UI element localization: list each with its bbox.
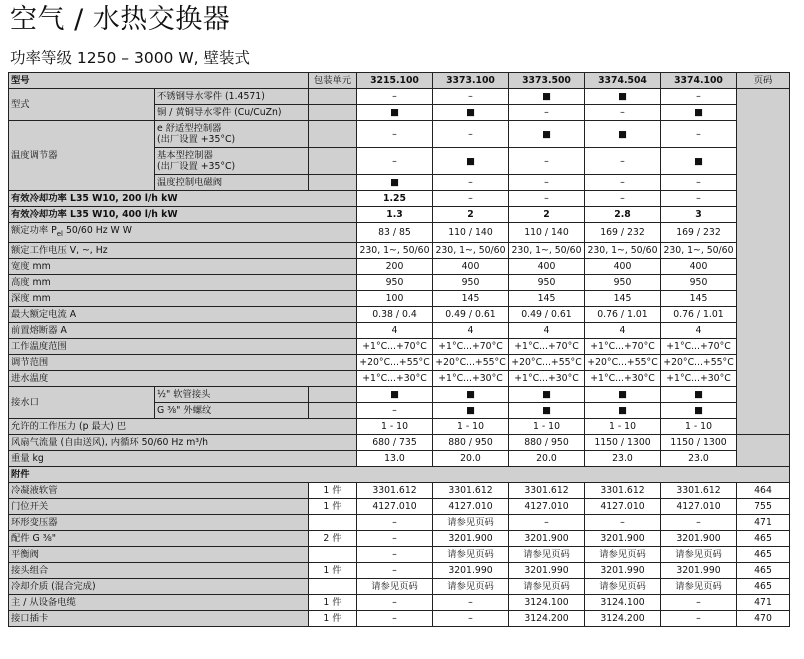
spec-cell: –: [433, 175, 509, 191]
spec-cell: ■: [661, 148, 737, 175]
spec-cell: 1 - 10: [585, 418, 661, 434]
accessory-name: 平衡阀: [9, 546, 309, 562]
spec-cell: +1°C...+70°C: [661, 338, 737, 354]
spec-cell: ■: [661, 402, 737, 418]
accessory-row: [9, 610, 790, 626]
spec-cell: –: [509, 191, 585, 207]
spec-cell: +1°C...+30°C: [357, 370, 433, 386]
accessory-cell: 3201.900: [433, 530, 509, 546]
spec-cell: 950: [433, 274, 509, 290]
spec-cell: 400: [433, 258, 509, 274]
header-model: 3374.100: [661, 73, 737, 89]
spec-cell: 23.0: [585, 450, 661, 466]
spec-cell: 0.76 / 1.01: [661, 306, 737, 322]
accessory-unit: 2 件: [309, 530, 357, 546]
accessory-name: 配件 G ⅜": [9, 530, 309, 546]
spec-row: [9, 242, 790, 258]
accessory-row: [9, 546, 790, 562]
spec-sublabel: ½" 软管接头: [155, 386, 309, 402]
accessory-page: 471: [737, 594, 790, 610]
accessory-cell: –: [357, 530, 433, 546]
spec-cell: 1150 / 1300: [661, 434, 737, 450]
accessory-cell: 4127.010: [661, 498, 737, 514]
spec-row: [9, 386, 790, 402]
spec-row: [9, 274, 790, 290]
spec-cell: 100: [357, 290, 433, 306]
spec-label: 有效冷却功率 L35 W10, 400 l/h kW: [9, 207, 357, 223]
spec-label: 调节范围: [9, 354, 357, 370]
spec-cell: –: [585, 175, 661, 191]
accessory-cell: 3124.200: [509, 610, 585, 626]
spec-label: 允许的工作压力 (p 最大) 巴: [9, 418, 357, 434]
spec-cell: 20.0: [509, 450, 585, 466]
accessory-name: 冷却介质 (混合完成): [9, 578, 309, 594]
spec-cell: 4: [433, 322, 509, 338]
spec-cell: 110 / 140: [433, 223, 509, 243]
spec-cell: 0.49 / 0.61: [509, 306, 585, 322]
accessory-cell: 3301.612: [509, 482, 585, 498]
spec-cell: –: [585, 191, 661, 207]
spec-cell: –: [509, 175, 585, 191]
spec-cell: +20°C...+55°C: [509, 354, 585, 370]
accessory-name: 接口插卡: [9, 610, 309, 626]
spec-cell: 230, 1~, 50/60: [433, 242, 509, 258]
header-unit: 包装单元: [309, 73, 357, 89]
spec-cell: 4: [509, 322, 585, 338]
accessory-cell: 3301.612: [661, 482, 737, 498]
spec-cell: 0.49 / 0.61: [433, 306, 509, 322]
accessory-cell: –: [661, 610, 737, 626]
accessory-row: [9, 514, 790, 530]
spec-cell: 950: [661, 274, 737, 290]
accessory-unit: 1 件: [309, 482, 357, 498]
spec-cell: ■: [357, 386, 433, 402]
accessory-cell: –: [661, 514, 737, 530]
accessory-cell: –: [509, 514, 585, 530]
spec-cell: ■: [661, 105, 737, 121]
spec-cell: +1°C...+30°C: [661, 370, 737, 386]
spec-cell: ■: [509, 386, 585, 402]
spec-label: 重量 kg: [9, 450, 357, 466]
spec-label: 额定工作电压 V, ~, Hz: [9, 242, 357, 258]
accessory-cell: 3201.990: [509, 562, 585, 578]
accessory-page: 465: [737, 546, 790, 562]
spec-row: [9, 338, 790, 354]
spec-sublabel: 温度控制电磁阀: [155, 175, 309, 191]
spec-label: 工作温度范围: [9, 338, 357, 354]
spec-label: 前置熔断器 A: [9, 322, 357, 338]
accessory-cell: –: [357, 610, 433, 626]
spec-cell: ■: [509, 402, 585, 418]
accessory-row: [9, 578, 790, 594]
spec-cell: 880 / 950: [509, 434, 585, 450]
accessory-page: 465: [737, 562, 790, 578]
accessory-unit: 1 件: [309, 610, 357, 626]
accessory-row: [9, 594, 790, 610]
spec-cell: +1°C...+70°C: [357, 338, 433, 354]
spec-cell: 1 - 10: [433, 418, 509, 434]
spec-row: [9, 450, 790, 466]
page-subtitle: 功率等级 1250 – 3000 W, 壁装式: [10, 49, 251, 67]
spec-cell: 230, 1~, 50/60: [585, 242, 661, 258]
spec-cell: 1.3: [357, 207, 433, 223]
accessory-cell: –: [357, 594, 433, 610]
spec-cell: ■: [509, 121, 585, 148]
accessory-row: [9, 498, 790, 514]
spec-cell: –: [357, 89, 433, 105]
accessory-cell: 4127.010: [433, 498, 509, 514]
accessory-cell: 3201.990: [585, 562, 661, 578]
spec-cell: +1°C...+70°C: [585, 338, 661, 354]
spec-cell: 400: [509, 258, 585, 274]
spec-row: [9, 121, 790, 148]
spec-cell: ■: [585, 402, 661, 418]
accessory-row: [9, 562, 790, 578]
header-model: 3373.100: [433, 73, 509, 89]
accessory-cell: 请参见页码: [585, 578, 661, 594]
accessory-cell: 3124.100: [509, 594, 585, 610]
accessory-name: 冷凝液软管: [9, 482, 309, 498]
spec-cell: –: [661, 121, 737, 148]
spec-row: [9, 89, 790, 105]
header-model-label: 型号: [9, 73, 309, 89]
spec-cell: ■: [509, 89, 585, 105]
spec-cell: 145: [509, 290, 585, 306]
spec-cell: ■: [433, 386, 509, 402]
spec-cell: +20°C...+55°C: [661, 354, 737, 370]
spec-cell: –: [433, 121, 509, 148]
spec-cell: –: [585, 105, 661, 121]
spec-cell: –: [661, 89, 737, 105]
spec-row: [9, 322, 790, 338]
spec-cell: 4: [585, 322, 661, 338]
spec-cell: ■: [357, 105, 433, 121]
accessory-cell: 请参见页码: [433, 578, 509, 594]
spec-cell: ■: [433, 105, 509, 121]
accessory-cell: –: [433, 594, 509, 610]
accessories-title: 附件: [9, 466, 790, 482]
spec-cell: 0.38 / 0.4: [357, 306, 433, 322]
accessory-cell: 请参见页码: [509, 546, 585, 562]
spec-cell: +1°C...+70°C: [433, 338, 509, 354]
accessory-page: 465: [737, 578, 790, 594]
spec-cell: 169 / 232: [585, 223, 661, 243]
spec-label: 有效冷却功率 L35 W10, 200 l/h kW: [9, 191, 357, 207]
header-model: 3374.504: [585, 73, 661, 89]
accessory-cell: 3301.612: [585, 482, 661, 498]
accessories-header-row: [9, 466, 790, 482]
spec-row: [9, 354, 790, 370]
header-page: 页码: [737, 73, 790, 89]
spec-cell: 0.76 / 1.01: [585, 306, 661, 322]
spec-cell: +20°C...+55°C: [433, 354, 509, 370]
spec-cell: 880 / 950: [433, 434, 509, 450]
spec-label: 高度 mm: [9, 274, 357, 290]
spec-row: [9, 258, 790, 274]
accessory-cell: –: [357, 562, 433, 578]
spec-cell: –: [433, 89, 509, 105]
spec-cell: ■: [433, 148, 509, 175]
accessory-unit: 1 件: [309, 594, 357, 610]
spec-cell: –: [433, 191, 509, 207]
accessory-cell: 3124.200: [585, 610, 661, 626]
spec-label: 最大额定电流 A: [9, 306, 357, 322]
page-title: 空气 / 水热交换器: [10, 4, 231, 35]
spec-cell: 1150 / 1300: [585, 434, 661, 450]
spec-cell: 169 / 232: [661, 223, 737, 243]
accessory-cell: –: [433, 610, 509, 626]
spec-cell: 145: [661, 290, 737, 306]
accessory-cell: –: [661, 594, 737, 610]
accessory-unit: [309, 578, 357, 594]
spec-label: 温度调节器: [9, 121, 155, 191]
accessory-cell: 3301.612: [433, 482, 509, 498]
spec-cell: 680 / 735: [357, 434, 433, 450]
spec-cell: 83 / 85: [357, 223, 433, 243]
accessory-cell: 请参见页码: [433, 514, 509, 530]
accessory-cell: 3201.900: [661, 530, 737, 546]
spec-cell: 4: [661, 322, 737, 338]
spec-cell: 1 - 10: [357, 418, 433, 434]
spec-row: [9, 191, 790, 207]
accessory-cell: –: [357, 546, 433, 562]
spec-table: [8, 72, 790, 627]
spec-row: [9, 290, 790, 306]
spec-sublabel: 不锈钢导水零件 (1.4571): [155, 89, 309, 105]
accessory-row: [9, 530, 790, 546]
spec-cell: –: [509, 148, 585, 175]
spec-cell: –: [661, 191, 737, 207]
accessory-cell: 4127.010: [585, 498, 661, 514]
accessory-cell: 请参见页码: [433, 546, 509, 562]
accessory-cell: 请参见页码: [661, 578, 737, 594]
spec-row: [9, 306, 790, 322]
spec-cell: 4: [357, 322, 433, 338]
spec-label: 风扇气流量 (自由送风), 内循环 50/60 Hz m³/h: [9, 434, 357, 450]
spec-cell: –: [357, 148, 433, 175]
spec-cell: ■: [433, 402, 509, 418]
spec-sublabel: 基本型控制器 (出厂设置 +35°C): [155, 148, 309, 175]
spec-sublabel: 铜 / 黄铜导水零件 (Cu/CuZn): [155, 105, 309, 121]
accessory-page: 755: [737, 498, 790, 514]
spec-cell: 3: [661, 207, 737, 223]
accessory-name: 门位开关: [9, 498, 309, 514]
spec-row: [9, 418, 790, 434]
accessory-page: 465: [737, 530, 790, 546]
spec-label: 额定功率 $P_{el}$ 50/60 Hz W W: [9, 223, 357, 243]
accessory-name: 主 / 从设备电缆: [9, 594, 309, 610]
spec-cell: +1°C...+30°C: [509, 370, 585, 386]
spec-cell: 110 / 140: [509, 223, 585, 243]
accessory-cell: 3201.990: [433, 562, 509, 578]
spec-label: 宽度 mm: [9, 258, 357, 274]
spec-cell: +20°C...+55°C: [585, 354, 661, 370]
spec-cell: 1 - 10: [509, 418, 585, 434]
spec-cell: 400: [661, 258, 737, 274]
spec-cell: +20°C...+55°C: [357, 354, 433, 370]
spec-row: [9, 223, 790, 243]
spec-label: 型式: [9, 89, 155, 121]
spec-cell: 1 - 10: [661, 418, 737, 434]
spec-row: [9, 207, 790, 223]
accessory-unit: 1 件: [309, 562, 357, 578]
accessory-name: 环形变压器: [9, 514, 309, 530]
spec-cell: 2: [433, 207, 509, 223]
spec-cell: 23.0: [661, 450, 737, 466]
accessory-cell: 4127.010: [357, 498, 433, 514]
spec-cell: 950: [509, 274, 585, 290]
accessory-unit: [309, 514, 357, 530]
accessory-cell: 请参见页码: [585, 546, 661, 562]
spec-cell: ■: [661, 386, 737, 402]
spec-sublabel: G ⅜" 外螺纹: [155, 402, 309, 418]
spec-cell: ■: [357, 175, 433, 191]
spec-cell: 145: [433, 290, 509, 306]
spec-label: 进水温度: [9, 370, 357, 386]
spec-cell: +1°C...+30°C: [585, 370, 661, 386]
spec-cell: –: [585, 148, 661, 175]
spec-cell: 2.8: [585, 207, 661, 223]
spec-cell: 230, 1~, 50/60: [357, 242, 433, 258]
accessory-cell: –: [357, 514, 433, 530]
accessory-unit: [309, 546, 357, 562]
spec-label: 深度 mm: [9, 290, 357, 306]
spec-cell: 2: [509, 207, 585, 223]
spec-row: [9, 370, 790, 386]
accessory-cell: 3201.990: [661, 562, 737, 578]
accessory-cell: 请参见页码: [509, 578, 585, 594]
accessory-unit: 1 件: [309, 498, 357, 514]
spec-cell: 950: [585, 274, 661, 290]
spec-sublabel: e 舒适型控制器 (出厂设置 +35°C): [155, 121, 309, 148]
header-model: 3215.100: [357, 73, 433, 89]
spec-cell: –: [357, 121, 433, 148]
accessory-cell: 请参见页码: [661, 546, 737, 562]
spec-cell: ■: [585, 121, 661, 148]
spec-cell: 230, 1~, 50/60: [509, 242, 585, 258]
accessory-cell: 请参见页码: [357, 578, 433, 594]
accessory-cell: 4127.010: [509, 498, 585, 514]
spec-cell: 1.25: [357, 191, 433, 207]
spec-cell: 950: [357, 274, 433, 290]
spec-cell: 230, 1~, 50/60: [661, 242, 737, 258]
spec-row: [9, 434, 790, 450]
header-row: [9, 73, 790, 89]
accessory-cell: 3201.900: [509, 530, 585, 546]
spec-cell: 400: [585, 258, 661, 274]
accessory-cell: –: [585, 514, 661, 530]
spec-cell: +1°C...+30°C: [433, 370, 509, 386]
accessory-page: 470: [737, 610, 790, 626]
spec-cell: ■: [585, 89, 661, 105]
accessory-page: 471: [737, 514, 790, 530]
spec-cell: 13.0: [357, 450, 433, 466]
accessory-name: 接头组合: [9, 562, 309, 578]
spec-cell: –: [357, 402, 433, 418]
spec-cell: ■: [585, 386, 661, 402]
accessory-cell: 3301.612: [357, 482, 433, 498]
accessory-cell: 3124.100: [585, 594, 661, 610]
spec-label: 接水口: [9, 386, 155, 418]
accessory-page: 464: [737, 482, 790, 498]
header-model: 3373.500: [509, 73, 585, 89]
spec-cell: +1°C...+70°C: [509, 338, 585, 354]
accessory-cell: 3201.900: [585, 530, 661, 546]
spec-cell: –: [509, 105, 585, 121]
spec-cell: 20.0: [433, 450, 509, 466]
spec-cell: –: [661, 175, 737, 191]
accessory-row: [9, 482, 790, 498]
spec-cell: 200: [357, 258, 433, 274]
spec-cell: 145: [585, 290, 661, 306]
